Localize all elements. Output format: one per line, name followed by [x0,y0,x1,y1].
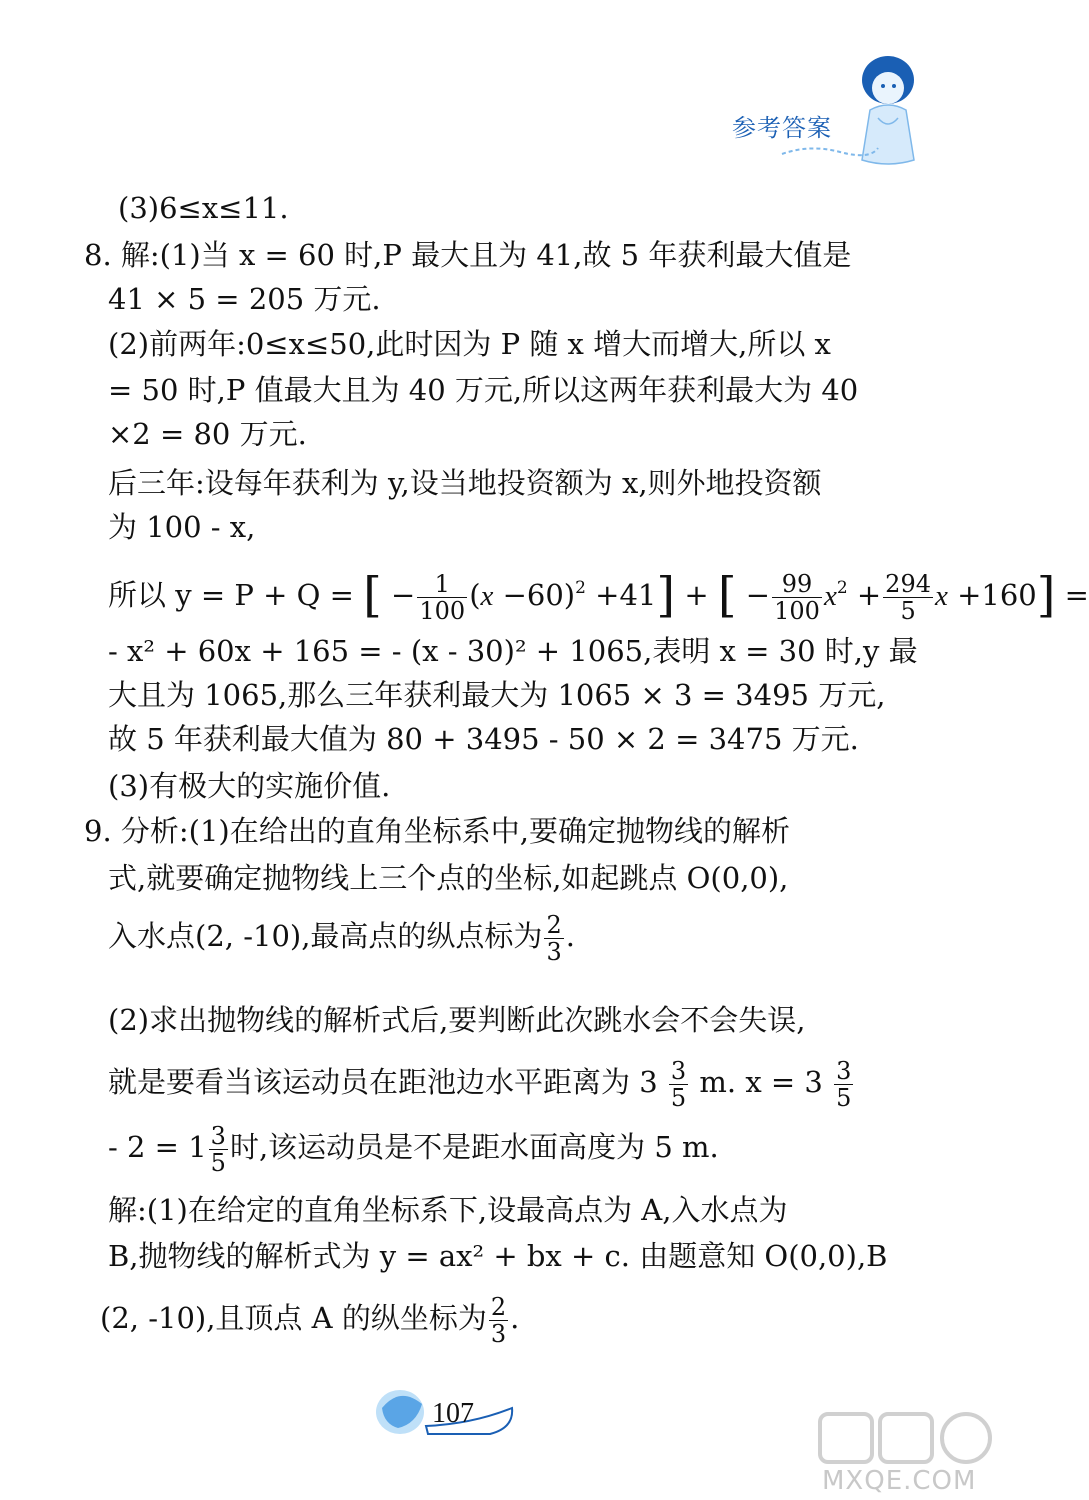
swoosh-decoration-icon [780,140,880,160]
q9-mixed-fraction-1: $\frac{3}{5}$ [670,1056,687,1112]
page-number: 107 [432,1398,474,1429]
q9-line-8: B,抛物线的解析式为 y = ax² + bx + c. 由题意知 O(0,0),B [108,1239,888,1273]
q9-fraction-two-thirds: $\frac{2}{3}$ [546,910,562,966]
watermark-text: MXQE.COM [822,1466,977,1496]
q9-line-2: 式,就要确定抛物线上三个点的坐标,如起跳点 O(0,0), [108,861,789,895]
q8-line-3: (2)前两年:0≤x≤50,此时因为 P 随 x 增大而增大,所以 x [108,327,831,361]
q9-mixed-fraction-2: $\frac{3}{5}$ [836,1056,852,1112]
q8-equation: 所以 y = P + Q = [ − $\frac{1}{100}$ $(x -60)^2 +41$] + [ − $\frac{99}{100}$ $x^2$ + $\frac{294}{5}$ x +160] = [108,567,1089,625]
q8-line-1: 8. 解:(1)当 x = 60 时,P 最大且为 41,故 5 年获利最大值是 [84,238,852,272]
q9-line-9: (2, -10),且顶点 A 的纵坐标为 $\frac{2}{3}$ . [100,1292,520,1348]
eq-fraction-1: $\frac{1}{100}$ [419,569,466,625]
q9-line-1: 9. 分析:(1)在给出的直角坐标系中,要确定抛物线的解析 [84,814,790,848]
section-label: 参考答案 [732,114,832,142]
q8-line-12: (3)有极大的实施价值. [108,769,391,803]
eq-fraction-2: $\frac{99}{100}$ [774,569,820,625]
q9-line-7: 解:(1)在给定的直角坐标系下,设最高点为 A,入水点为 [108,1193,788,1227]
q9-line-4: (2)求出抛物线的解析式后,要判断此次跳水会不会失误, [108,1003,806,1037]
q8-line-10: 大且为 1065,那么三年获利最大为 1065 × 3 = 3495 万元, [108,678,886,712]
q8-line-9: - x² + 60x + 165 = - (x - 30)² + 1065,表明 x = 30 时,y 最 [108,634,918,668]
q9-mixed-fraction-3: $\frac{3}{5}$ [210,1121,226,1177]
q9-line-6: - 2 = 1 $\frac{3}{5}$ 时,该运动员是不是距水面高度为 5 m. [108,1121,719,1177]
q8-line-6: 后三年:设每年获利为 y,设当地投资额为 x,则外地投资额 [108,466,822,500]
q9-line-3: 入水点(2, -10),最高点的纵点标为 $\frac{2}{3}$ . [108,910,575,966]
q9-line-5: 就是要看当该运动员在距池边水平距离为 3 $\frac{3}{5}$ m. x = 3 $\frac{3}{5}$ [108,1056,852,1112]
q8-line-4: = 50 时,P 值最大且为 40 万元,所以这两年获利最大为 40 [108,373,859,407]
q8-line-7: 为 100 - x, [108,510,256,544]
q7-part3: (3)6≤x≤11. [118,191,289,225]
eq-prefix: 所以 y = P + Q = [108,578,354,612]
q8-line-11: 故 5 年获利最大值为 80 + 3495 - 50 × 2 = 3475 万元. [108,722,859,756]
q9-fraction-two-thirds-2: $\frac{2}{3}$ [490,1292,507,1348]
q8-line-5: ×2 = 80 万元. [108,417,307,451]
eq-fraction-3: $\frac{294}{5}$ [885,569,931,625]
q8-line-2: 41 × 5 = 205 万元. [108,282,381,316]
